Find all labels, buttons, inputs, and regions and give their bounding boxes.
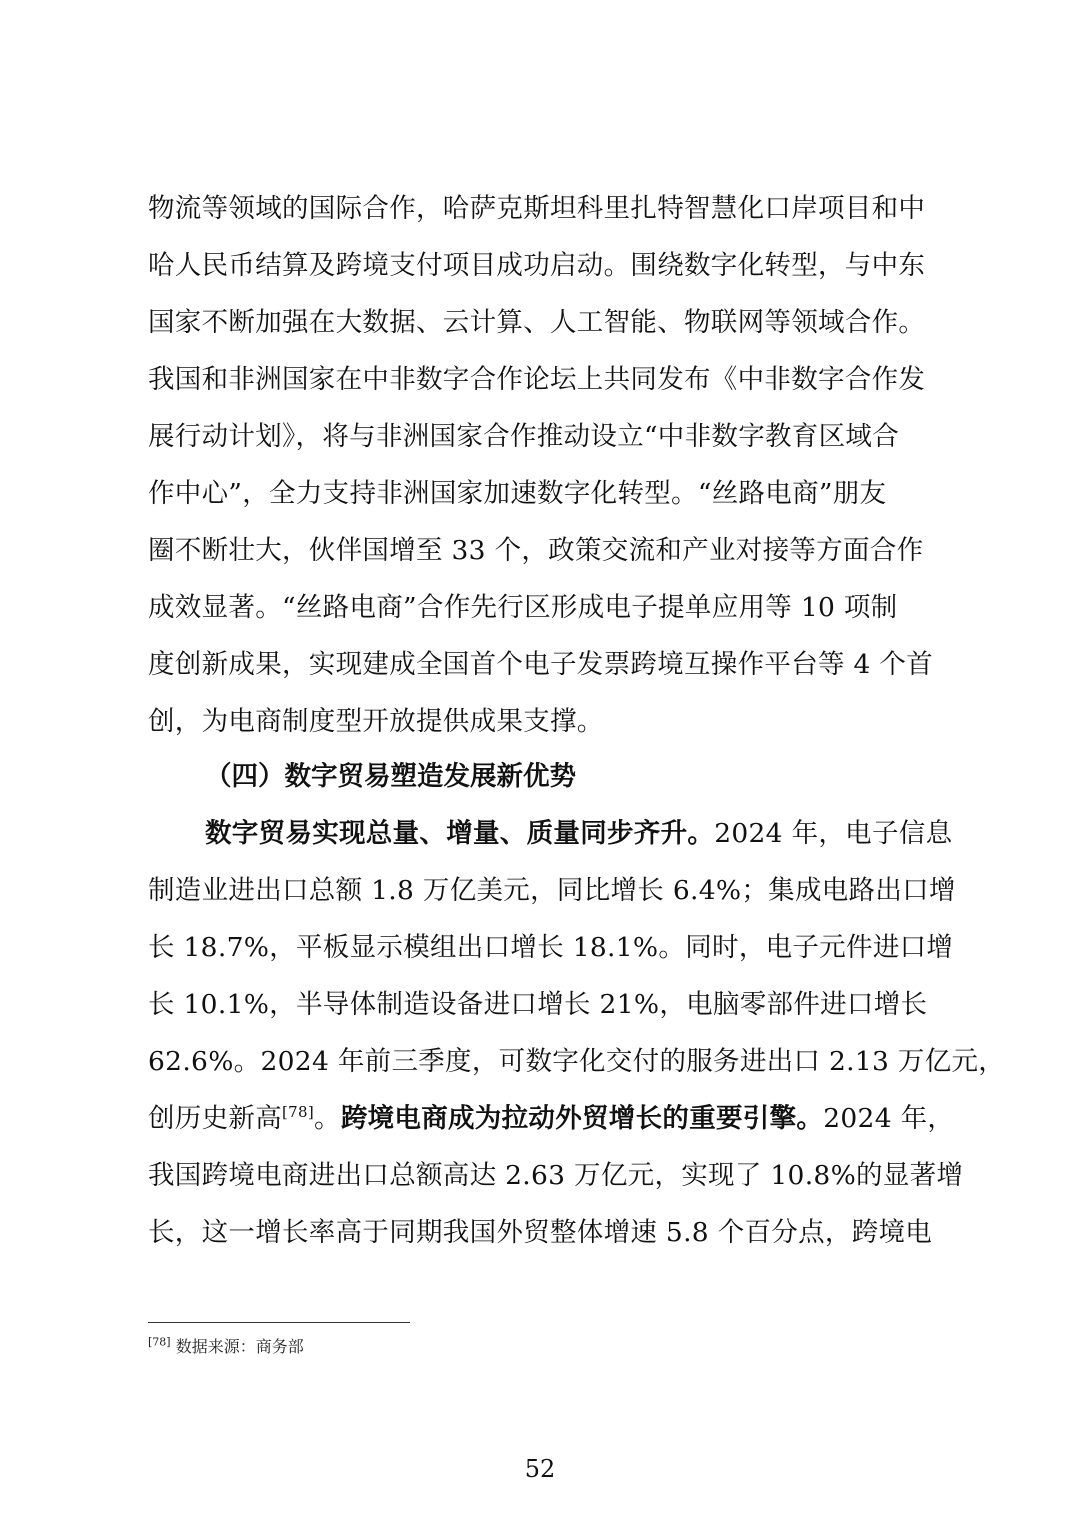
page-number: 52 [524, 1455, 556, 1483]
text-line: 我国跨境电商进出口总额高达 2.63 万亿元，实现了 10.8%的显著增 [148, 1160, 964, 1191]
line-mid: 。 [314, 1103, 341, 1134]
text-line: 长 18.7%，平板显示模组出口增长 18.1%。同时，电子元件进口增 [148, 932, 954, 963]
text-line: 度创新成果，实现建成全国首个电子发票跨境互操作平台等 4 个首 [148, 649, 934, 680]
footnote [148, 1334, 304, 1357]
text-line: 制造业进出口总额 1.8 万亿美元，同比增长 6.4%；集成电路出口增 [148, 875, 956, 906]
text-line: 62.6%。2024 年前三季度，可数字化交付的服务进出口 2.13 万亿元， [148, 1046, 1006, 1077]
text-line: 我国和非洲国家在中非数字合作论坛上共同发布《中非数字合作发 [148, 364, 926, 395]
text-line-footnote-ref [148, 1090, 955, 1147]
paragraph-international-cooperation [148, 180, 934, 750]
lead-bold-sentence: 数字贸易实现总量、增量、质量同步齐升。 [205, 818, 715, 849]
footnote-reference[interactable]: [78] [282, 1103, 314, 1122]
lead-rest: 2024 年，电子信息 [714, 818, 953, 849]
footnote-marker: [78] [148, 1335, 171, 1349]
line-suffix: 2024 年， [823, 1103, 955, 1134]
footnote-text: 数据来源：商务部 [175, 1337, 304, 1356]
text-line: 物流等领域的国际合作，哈萨克斯坦科里扎特智慧化口岸项目和中 [148, 193, 926, 224]
bold-sentence-cross-border: 跨境电商成为拉动外贸增长的重要引擎。 [340, 1103, 824, 1134]
paragraph-digital-trade [148, 805, 1006, 1261]
text-line: 哈人民币结算及跨境支付项目成功启动。围绕数字化转型，与中东 [148, 250, 926, 281]
text-line: 长 10.1%，半导体制造设备进口增长 21%，电脑零部件进口增长 [148, 989, 928, 1020]
text-line: 国家不断加强在大数据、云计算、人工智能、物联网等领域合作。 [148, 307, 926, 338]
footnote-divider [148, 1322, 410, 1323]
text-line: 作中心”，全力支持非洲国家加速数字化转型。“丝路电商”朋友 [148, 478, 887, 509]
text-line: 创，为电商制度型开放提供成果支撑。 [148, 706, 604, 737]
section-heading: （四）数字贸易塑造发展新优势 [205, 761, 576, 792]
line-prefix: 创历史新高 [148, 1103, 282, 1134]
text-line: 展行动计划》，将与非洲国家合作推动设立“中非数字教育区域合 [148, 421, 899, 452]
text-line: 圈不断壮大，伙伴国增至 33 个，政策交流和产业对接等方面合作 [148, 535, 924, 566]
text-line: 长，这一增长率高于同期我国外贸整体增速 5.8 个百分点，跨境电 [148, 1217, 933, 1248]
text-line: 成效显著。“丝路电商”合作先行区形成电子提单应用等 10 项制 [148, 592, 898, 623]
text-line-lead [148, 805, 953, 862]
